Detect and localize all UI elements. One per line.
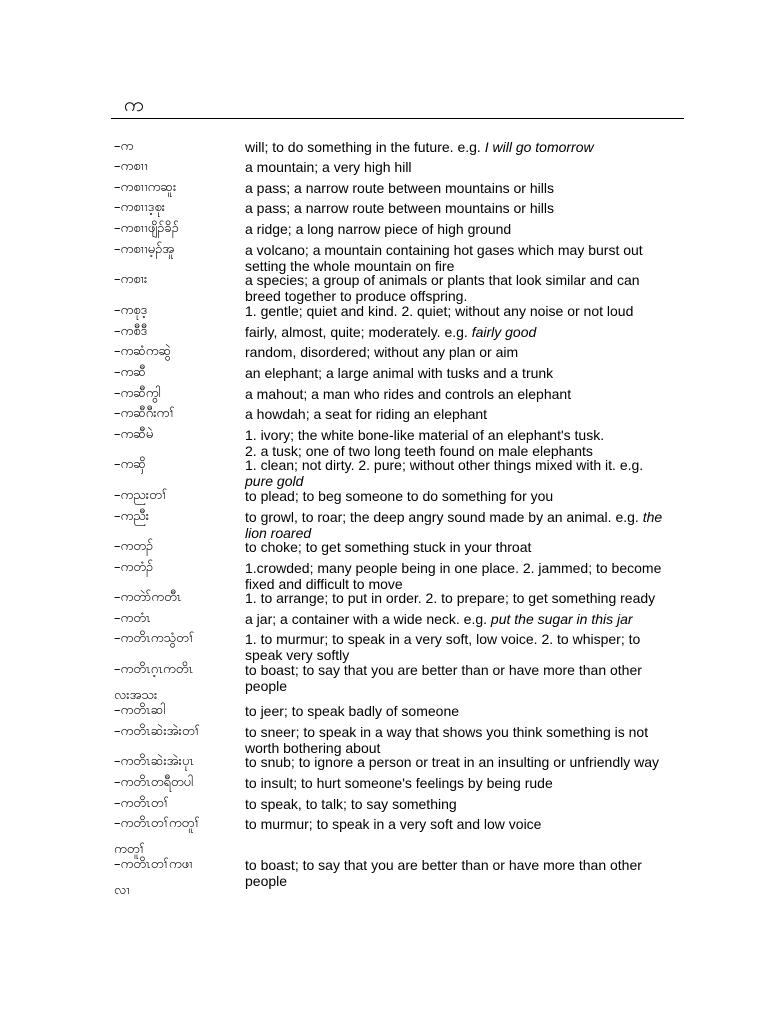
entry-headword: –ကစုဒ့: [114, 303, 148, 318]
entry-definition: [245, 725, 675, 756]
entry-definition: [245, 561, 675, 592]
entry-headword: –ကတိၤဂ့ၤကတိၤ လးအသး: [114, 662, 194, 703]
definition-text: 1. clean; not dirty. 2. pure; without other things mixed with it. e.g.: [245, 457, 644, 473]
definition-text: fairly, almost, quite; moderately. e.g.: [245, 324, 472, 340]
definition-text: random, disordered; without any plan or aim: [245, 344, 519, 360]
entry-definition: [245, 612, 675, 628]
entry-headword: –ကတိၤဆါ: [114, 703, 166, 718]
entry-definition: [245, 273, 675, 304]
definition-text: a species; a group of animals or plants that look similar and can breed together to produce offspring.: [245, 272, 640, 304]
entry-headword: –ကစၢး: [114, 272, 148, 287]
definition-text: to boast; to say that you are better than or have more than other people: [245, 857, 642, 889]
entry-definition: [245, 632, 675, 663]
entry-headword: –ကတၣ်: [114, 539, 154, 554]
entry-definition: [245, 489, 675, 505]
definition-text: to speak, to talk; to say something: [245, 796, 457, 812]
definition-text: 1. to murmur; to speak in a very soft, low voice. 2. to whisper; to speak very softly: [245, 631, 641, 663]
entry-definition: [245, 345, 675, 361]
entry-headword: –ကတိၤတၢ်ကတူၢ် ကတူၢ်: [114, 816, 200, 857]
entry-definition: [245, 540, 675, 556]
definition-text: a jar; a container with a wide neck. e.g.: [245, 611, 491, 627]
entry-definition: [245, 201, 675, 217]
definition-text: to sneer; to speak in a way that shows you think something is not worth bothering about: [245, 724, 649, 756]
entry-definition: [245, 755, 675, 771]
entry-definition: [245, 243, 675, 274]
entry-headword: –ကတိၤတၢ်ကဖၢ လၢ: [114, 857, 193, 898]
definition-text: 1. to arrange; to put in order. 2. to prepare; to get something ready: [245, 590, 656, 606]
entry-headword: –ကဆီ: [114, 365, 146, 380]
entry-headword: –ကတိၤဆဲးအဲးပုၤ: [114, 754, 195, 769]
definition-text: a volcano; a mountain containing hot gases which may burst out setting the whole mountain on fire: [245, 242, 643, 274]
entry-headword: –ကဆံကဆွဲ: [114, 344, 172, 359]
entry-headword: –ကစၢၫမ့ၣ်အူ: [114, 242, 175, 257]
definition-text: a mahout; a man who rides and controls an elephant: [245, 386, 572, 402]
definition-example: fairly good: [471, 324, 537, 340]
entry-definition: [245, 458, 675, 489]
entry-headword: –ကစၢၫဖျိၣ်ခိၣ်: [114, 221, 179, 236]
entry-definition: [245, 817, 675, 833]
entry-definition: [245, 797, 675, 813]
definition-text: an elephant; a large animal with tusks and a trunk: [245, 365, 554, 381]
entry-headword: –ကဆီကွါ: [114, 386, 161, 401]
definition-text: to choke; to get something stuck in your throat: [245, 539, 532, 555]
entry-headword: –ကစၢၫကဆူး: [114, 180, 177, 195]
entry-headword: –ကတိၤဆဲးအဲးတၢ်: [114, 724, 200, 739]
definition-example: pure gold: [245, 472, 304, 489]
definition-text: 1. gentle; quiet and kind. 2. quiet; without any noise or not loud: [245, 303, 634, 319]
entry-headword: –ကတံၣ်: [114, 560, 154, 575]
definition-text: to jeer; to speak badly of someone: [245, 703, 460, 719]
entry-headword: –ကစၢၫ: [114, 159, 148, 174]
entry-definition: [245, 858, 675, 889]
entry-headword: –ကညးတၢ်: [114, 488, 168, 503]
entry-headword: –က: [114, 139, 134, 154]
entry-definition: [245, 325, 675, 341]
entry-definition: [245, 704, 675, 720]
entry-definition: [245, 181, 675, 197]
entry-definition: [245, 591, 675, 607]
entry-headword: –ကဆီမဲ: [114, 427, 154, 442]
definition-line: 1. ivory; the white bone-like material of an elephant's tusk.: [245, 427, 605, 443]
entry-definition: [245, 776, 675, 792]
definition-text: to snub; to ignore a person or treat in an insulting or unfriendly way: [245, 754, 660, 770]
definition-text: to growl, to roar; the deep angry sound made by an animal. e.g.: [245, 509, 643, 525]
entry-headword: –ကစၢၫဒ့စုး: [114, 200, 166, 215]
entry-headword: –ကတိၤတရီတပါ: [114, 775, 194, 790]
entry-definition: [245, 160, 675, 176]
entry-definition: [245, 510, 675, 541]
entry-definition: [245, 140, 675, 156]
entry-headword: –ကတဲာ်ကတီၤ: [114, 590, 182, 605]
entry-headword: –ကဆီဂီးကၢ်: [114, 406, 175, 421]
definition-text: will; to do something in the future. e.g.: [245, 139, 485, 155]
page-header-letter: က: [124, 92, 144, 116]
entry-definition: [245, 366, 675, 382]
definition-text: to insult; to hurt someone's feelings by being rude: [245, 775, 553, 791]
definition-text: to murmur; to speak in a very soft and low voice: [245, 816, 542, 832]
entry-headword: –ကစီဒီ: [114, 324, 148, 339]
definition-text: to plead; to beg someone to do something for you: [245, 488, 554, 504]
definition-text: a pass; a narrow route between mountains or hills: [245, 180, 554, 196]
entry-headword: –ကတံၤ: [114, 611, 151, 626]
entry-headword: –ကတိၤတၢ်: [114, 796, 169, 811]
definition-line: 2. a tusk; one of two long teeth found on male elephants: [245, 442, 593, 459]
entry-headword: –ကဆှိ: [114, 457, 146, 472]
entry-definition: [245, 304, 675, 320]
entry-definition: [245, 222, 675, 238]
definition-example: the lion roared: [245, 509, 663, 541]
entry-definition: [245, 407, 675, 423]
entry-definition: [245, 387, 675, 403]
entry-definition: [245, 663, 675, 694]
definition-text: a mountain; a very high hill: [245, 159, 412, 175]
definition-text: a ridge; a long narrow piece of high ground: [245, 221, 512, 237]
definition-text: 1.crowded; many people being in one place. 2. jammed; to become fixed and difficult to move: [245, 560, 662, 592]
definition-example: I will go tomorrow: [484, 139, 594, 155]
definition-example: put the sugar in this jar: [490, 611, 633, 627]
definition-text: to boast; to say that you are better than or have more than other people: [245, 662, 642, 694]
entry-headword: –ကတိၤကသွံတၢ်: [114, 631, 195, 646]
entry-definition: [245, 428, 675, 459]
entry-headword: –ကညီး: [114, 509, 150, 524]
definition-text: a howdah; a seat for riding an elephant: [245, 406, 488, 422]
definition-text: a pass; a narrow route between mountains or hills: [245, 200, 554, 216]
